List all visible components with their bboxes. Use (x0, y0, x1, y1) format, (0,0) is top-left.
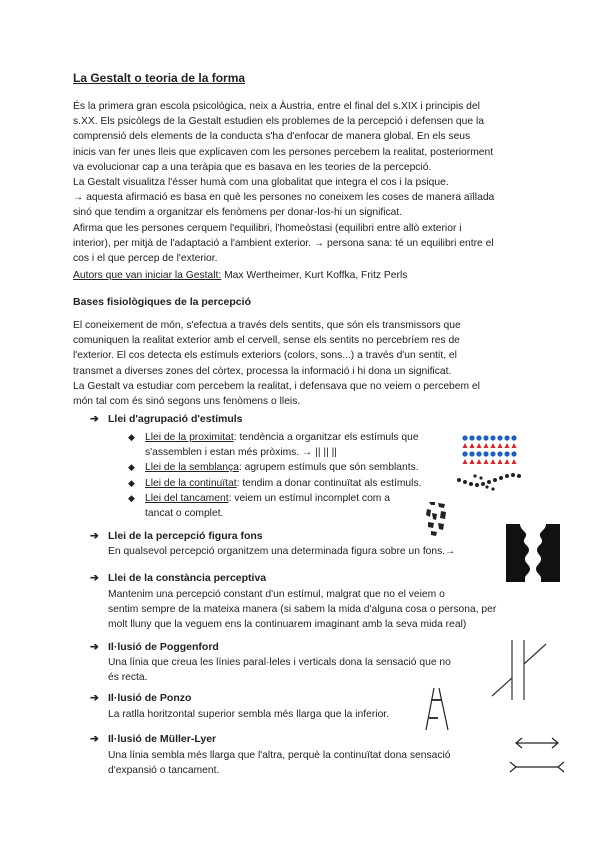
arrow-icon: ➔ (90, 692, 99, 704)
law-name: Llei del tancament (145, 492, 229, 504)
intro-line: → aquesta afirmació es basa en què les persones no coneixem les coses de manera aïllada (73, 192, 495, 204)
arrow-icon: ➔ (90, 413, 99, 425)
bases-paragraph (73, 318, 543, 409)
intro-line: És la primera gran escola psicològica, neix a Àustria, entre el final del s.XIX i principis del (73, 101, 480, 112)
law-text: : veiem un estímul incomplet com a (228, 492, 390, 504)
diamond-bullet-icon: ◆ (128, 492, 135, 503)
authors-line (73, 268, 528, 283)
muller-lyer-heading (90, 733, 216, 745)
page-title: La Gestalt o teoria de la forma (73, 71, 246, 85)
list-item (128, 430, 448, 460)
intro-line: comprensió dels elements de la conducta s'ha d'enfocar de manera global. En els seus (73, 131, 471, 143)
intro-paragraph (73, 99, 543, 266)
muller-lyer-text (108, 748, 488, 778)
intro-line: Afirma que les persones cerquem l'equilibri, l'homeòstasi (equilibri entre allò exterior i (73, 222, 462, 234)
bases-line: La Gestalt va estudiar com percebem la realitat, i defensava que no veiem o percebem el (73, 380, 480, 392)
intro-line: interior), per mitjà de l'adaptació a l'ambient exterior. → persona sana: té un equilibri entre el (73, 237, 494, 249)
law-name: Llei de la proximitat (145, 432, 234, 443)
figure-ground-law-heading (90, 530, 263, 542)
constancy-line: molt lluny que la veguem ens la continuarem imaginant amb la seva mida real) (108, 619, 467, 631)
bases-line: l'exterior. El cos detecta els estímuls exteriors (colors, sons...) a través d'un sentit, el (73, 350, 457, 362)
figure-ground-law-title: Llei de la percepció figura fons (108, 530, 263, 542)
list-item (128, 491, 448, 521)
arrow-icon: ➔ (90, 641, 99, 653)
law-name: Llei de la continuïtat (145, 477, 237, 489)
grouping-law-heading (90, 413, 243, 425)
diamond-bullet-icon: ◆ (128, 432, 135, 442)
intro-line: inicis van fer unes lleis que explicaven com les persones percebem la realitat, posteriorment (73, 146, 494, 158)
grouping-law-title: Llei d'agrupació d'estímuls (108, 413, 243, 425)
list-item (128, 476, 448, 491)
constancy-line: sentim sempre de la mateixa manera (si sabem la mida d'alguna cosa o persona, per (108, 604, 497, 616)
law-text: tancat o complet. (145, 508, 224, 520)
poggendorff-line: és recta. (108, 672, 148, 684)
muller-lyer-illusion-image (508, 733, 566, 779)
law-name: Llei de la semblança (145, 462, 239, 474)
ponzo-heading (90, 692, 191, 704)
authors-label: Autors que van iniciar la Gestalt: (73, 270, 222, 281)
muller-lyer-line: Una línia sembla més llarga que l'altra, perquè la continuïtat dona sensació (108, 750, 451, 761)
bases-line: món tal com és sinó segons uns fenòmens o lleis. (73, 396, 301, 408)
intro-line: s.XX. Els psicòlegs de la Gestalt estudien els problemes de la percepció i defensen que la (73, 116, 484, 128)
arrow-icon: ➔ (90, 733, 99, 745)
constancy-law-title: Llei de la constància perceptiva (108, 572, 267, 584)
intro-line: La Gestalt visualitza l'ésser humà com una globalitat que integra el cos i la psique. (73, 177, 449, 189)
diamond-bullet-icon: ◆ (128, 477, 135, 488)
bases-line: comuniquen la realitat exterior amb el cervell, sense els sentits no percebríem res de (73, 335, 460, 347)
poggendorff-heading (90, 641, 219, 653)
arrow-icon: ➔ (90, 572, 99, 584)
grouping-law-list (128, 430, 448, 521)
muller-lyer-title: Il·lusió de Müller-Lyer (108, 733, 217, 745)
constancy-law-heading (90, 572, 266, 584)
figure-ground-law-text: En qualsevol percepció organitzem una determinada figura sobre un fons.→ (108, 546, 456, 557)
poggendorff-text (108, 655, 488, 685)
poggendorff-illusion-image (486, 638, 550, 702)
law-text: s'assemblen i estan més pròxims. → || || || (145, 447, 337, 459)
list-item (128, 460, 448, 475)
authors-names: Max Wertheimer, Kurt Koffka, Fritz Perls (221, 270, 408, 281)
bases-heading: Bases fisiològiques de la percepció (73, 296, 251, 308)
law-text: : agrupem estímuls que són semblants. (238, 462, 419, 474)
bases-line: El coneixement de món, s'efectua a través dels sentits, que són els transmissors que (73, 320, 461, 331)
bases-line: transmet a diverses zones del còrtex, processa la informació i hi dona un significat. (73, 365, 452, 377)
muller-lyer-line: d'expansió o tancament. (108, 765, 220, 777)
continuity-curve-image (455, 470, 525, 492)
ponzo-illusion-image (422, 686, 452, 732)
constancy-line: Mantenim una percepció constant d'un estímul, malgrat que no el veiem o (108, 589, 445, 600)
intro-line: cos i el que percep de l'exterior. (73, 253, 218, 265)
ponzo-text: La ratlla horitzontal superior sembla més llarga que la inferior. (108, 709, 390, 720)
diamond-bullet-icon: ◆ (128, 462, 135, 473)
ponzo-title: Il·lusió de Ponzo (108, 692, 192, 704)
rubin-vase-image (506, 524, 560, 582)
poggendorff-line: Una línia que creua les línies paral·leles i verticals dona la sensació que no (108, 657, 451, 668)
law-text: : tendim a donar continuïtat als estímuls. (236, 477, 422, 489)
arrow-icon: ➔ (90, 530, 99, 542)
poggendorff-title: Il·lusió de Poggenford (108, 641, 219, 653)
similarity-grid-image (460, 434, 520, 472)
intro-line: sinó que tendim a organitzar els fenòmens per donar-los-hi un significat. (73, 207, 403, 219)
intro-line: va evolucionar cap a una teràpia que es basava en les teories de la percepció. (73, 161, 432, 173)
constancy-law-text (108, 587, 538, 633)
law-text: : tendència a organitzar els estímuls que (233, 432, 419, 443)
closure-figure-image (425, 500, 449, 538)
